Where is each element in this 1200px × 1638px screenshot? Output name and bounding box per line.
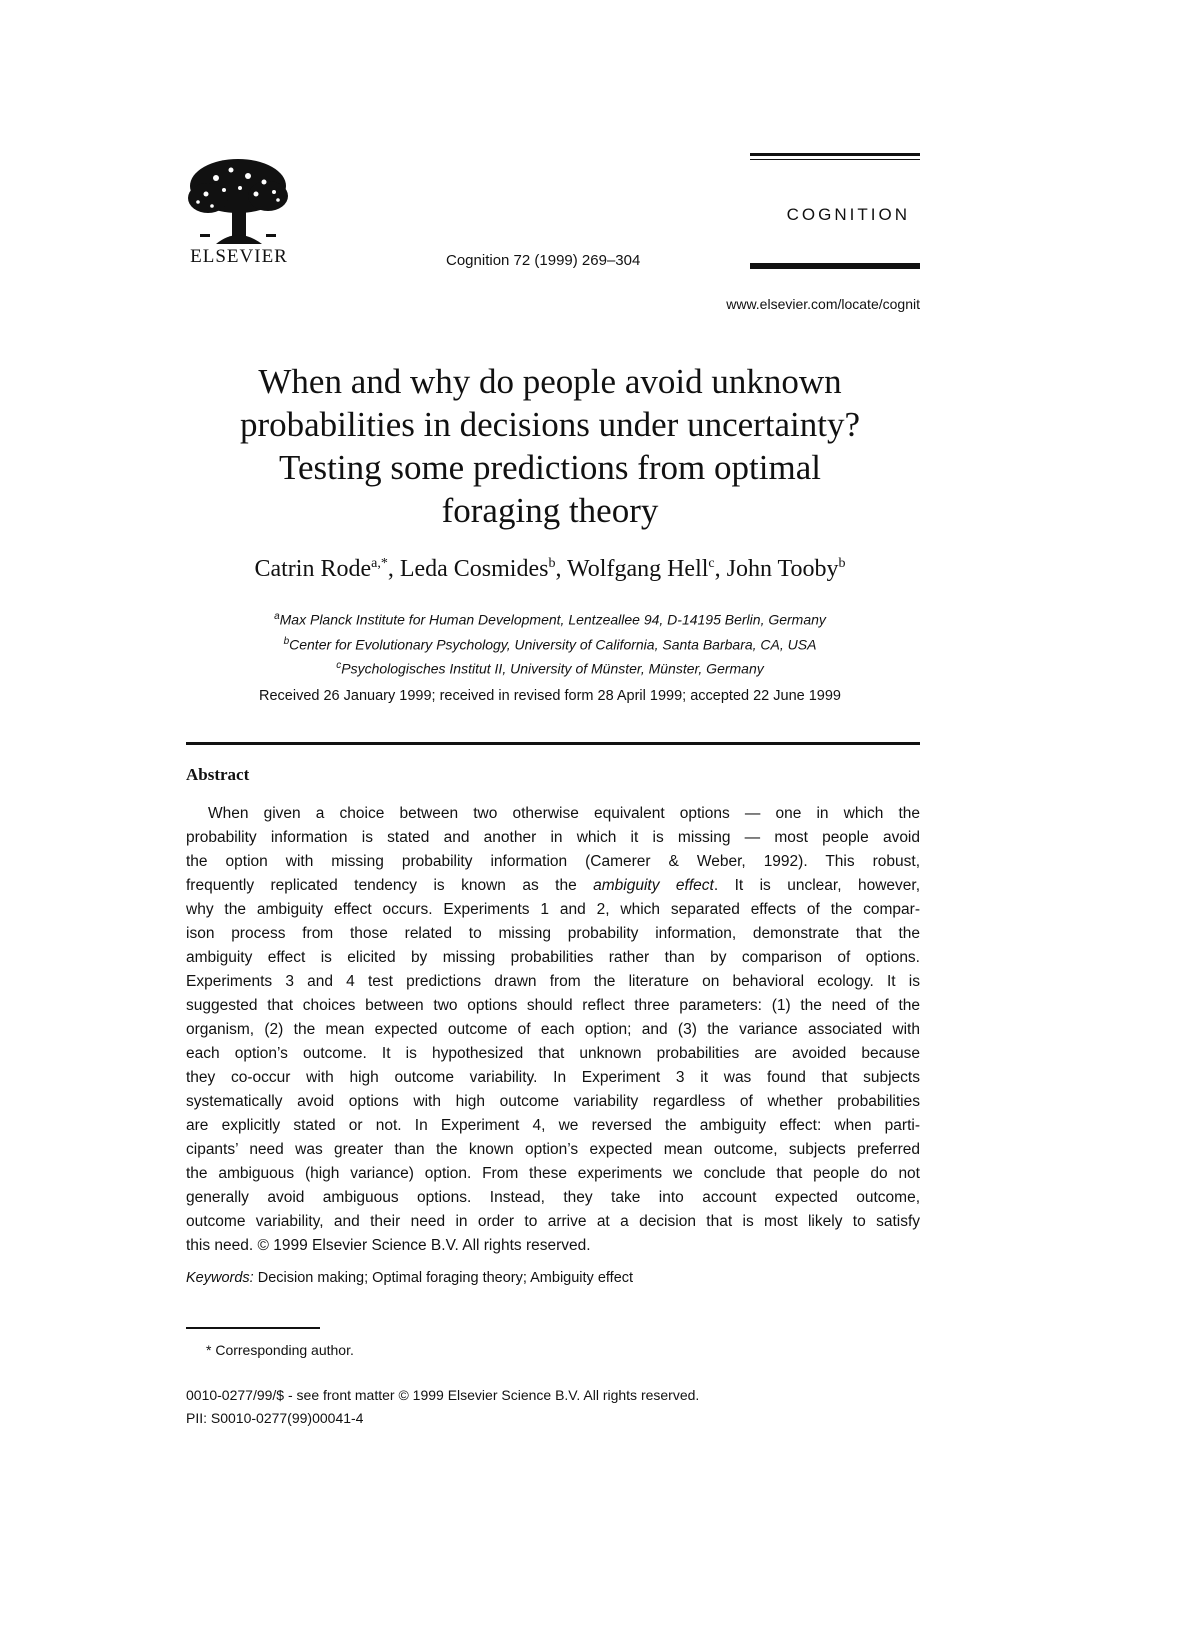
copyright-block [186,1384,699,1430]
author-separator: , [714,556,727,582]
pii-line: PII: S0010-0277(99)00041-4 [186,1410,364,1426]
journal-name: COGNITION [786,205,910,224]
author-separator: , [555,556,568,582]
abstract-line: are explicitly stated or not. In Experiment 4, we reversed the ambiguity effect: when parti- [186,1117,920,1134]
abstract-line: frequently replicated tendency is known as the ambiguity effect. It is unclear, however, [186,877,920,894]
abstract-line: each option’s outcome. It is hypothesized that unknown probabilities are avoided because [186,1045,920,1062]
copyright-line: 0010-0277/99/$ - see front matter © 1999 Elsevier Science B.V. All rights reserved. [186,1387,700,1403]
title-line: Testing some predictions from optimal [279,448,821,487]
header-rule-top [750,153,920,156]
abstract-line: they co-occur with high outcome variability. In Experiment 3 it was found that subjects [186,1069,920,1086]
author-affil-mark: c [708,556,715,571]
abstract-line: probability information is stated and another in which it is missing — most people avoid [186,829,920,846]
keywords-text: Decision making; Optimal foraging theory; Ambiguity effect [257,1270,634,1286]
affiliation-mark: c [336,660,342,672]
abstract-line: this need. © 1999 Elsevier Science B.V. All rights reserved. [186,1237,591,1254]
affiliation [180,655,920,680]
publisher-logo-word: ELSEVIER [190,246,288,267]
author-name: Wolfgang Hell [567,556,709,582]
abstract-line: cipants’ need was greater than the known option’s expected mean outcome, subjects preferred [186,1141,920,1158]
abstract-line: ison process from those related to missing probability information, demonstrate that the [186,925,920,942]
abstract-line: the ambiguous (high variance) option. From these experiments we conclude that people do not [186,1165,920,1182]
author-name: Leda Cosmides [399,556,549,582]
header-rule-top-thin [750,159,920,160]
author-affil-mark: a,* [371,556,388,571]
affiliation-text: Psychologisches Institut II, University of Münster, Münster, Germany [341,660,764,677]
abstract-line: outcome variability, and their need in order to arrive at a decision that is most likely to satisfy [186,1213,920,1230]
header-rule-bottom [750,263,920,269]
keywords [186,1270,633,1286]
corresponding-author-footnote: * Corresponding author. [206,1342,354,1358]
affiliation-list [180,606,920,680]
abstract-line: why the ambiguity effect occurs. Experiments 1 and 2, which separated effects of the compar- [186,901,920,918]
footnote-rule [186,1327,320,1329]
affiliation [180,606,920,631]
author-name: Catrin Rode [254,556,372,582]
abstract-line: Experiments 3 and 4 test predictions drawn from the literature on behavioral ecology. It is [186,973,920,990]
abstract-line: ambiguity effect is elicited by missing probabilities rather than by comparison of options. [186,949,920,966]
affiliation-mark: a [274,611,280,622]
affiliation-mark: b [283,635,290,647]
affiliation-text: Max Planck Institute for Human Development, Lentzeallee 94, D-14195 Berlin, Germany [279,611,826,628]
received-dates: Received 26 January 1999; received in revised form 28 April 1999; accepted 22 June 1999 [259,688,841,704]
abstract-line: When given a choice between two otherwise equivalent options — one in which the [208,805,920,822]
abstract-heading: Abstract [186,765,250,784]
journal-reference: Cognition 72 (1999) 269–304 [446,252,641,269]
abstract-line: systematically avoid options with high outcome variability regardless of whether probabilities [186,1093,920,1110]
abstract-body [186,802,920,1258]
journal-url[interactable]: www.elsevier.com/locate/cognit [726,296,920,312]
affiliation-text: Center for Evolutionary Psychology, University of California, Santa Barbara, CA, USA [289,636,817,653]
affiliation [180,631,920,656]
abstract-line: the option with missing probability information (Camerer & Weber, 1992). This robust, [186,853,920,870]
article-title [180,360,920,532]
abstract-line: organism, (2) the mean expected outcome of each option; and (3) the variance associated with [186,1021,920,1038]
author-affil-mark: b [838,556,846,571]
author-name: John Tooby [726,556,839,582]
keywords-label: Keywords: [186,1270,254,1286]
title-line: When and why do people avoid unknown [258,362,842,401]
author-affil-mark: b [548,556,556,571]
author-list [180,556,920,583]
abstract-line: suggested that choices between two options should reflect three parameters: (1) the need of the [186,997,920,1014]
title-line: probabilities in decisions under uncertainty? [239,405,861,444]
abstract-line: generally avoid ambiguous options. Instead, they take into account expected outcome, [186,1189,920,1206]
section-divider [186,742,920,745]
abstract-emphasis: ambiguity effect [593,877,714,894]
title-line: foraging theory [441,491,659,530]
author-separator: , [387,556,400,582]
